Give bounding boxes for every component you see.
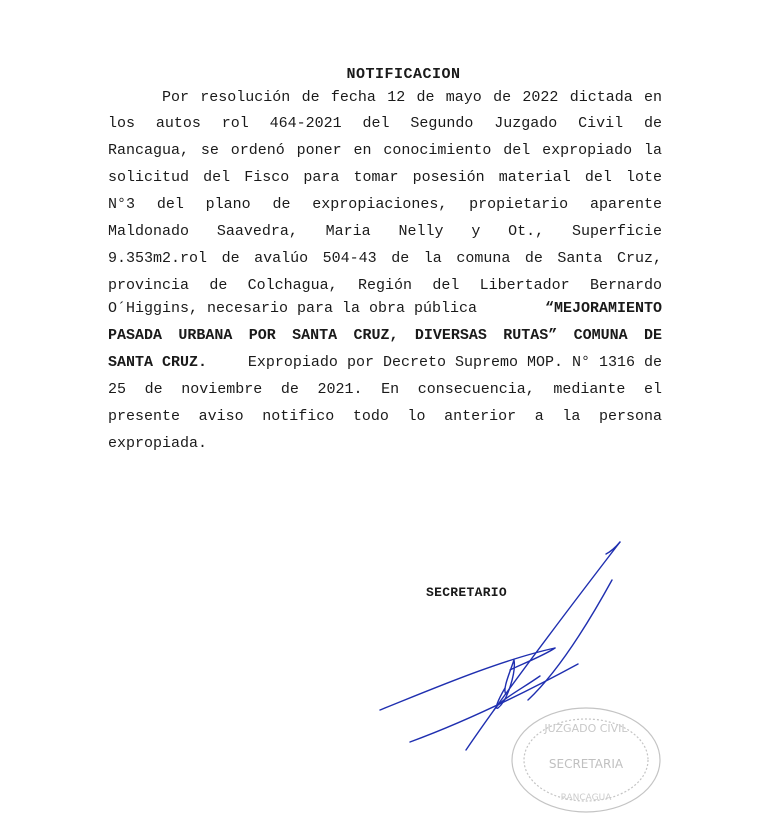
project-name-part-3: SANTA CRUZ. <box>108 354 208 371</box>
document-title: NOTIFICACION <box>346 66 461 83</box>
body-line-7: 9.353m2.rol de avalúo 504-43 de la comuna de Santa Cruz, <box>108 250 662 267</box>
stamp-text-3: RANCAGUA <box>560 793 612 803</box>
stamp-text-1: JUZGADO CIVIL <box>544 722 628 735</box>
body-line-13: 25 de noviembre de 2021. En consecuencia, mediante el <box>108 381 662 398</box>
project-name-part-2: PASADA URBANA POR SANTA CRUZ, DIVERSAS RUTAS” COMUNA DE <box>108 327 662 344</box>
body-line-2: los autos rol 464-2021 del Segundo Juzgado Civil de <box>108 115 662 132</box>
signature-label: SECRETARIO <box>426 585 508 600</box>
body-line-14: presente aviso notifico todo lo anterior a la persona <box>108 408 662 425</box>
body-line-8: provincia de Colchagua, Región del Libertador Bernardo <box>108 277 662 294</box>
body-line-15: expropiada. <box>108 435 208 452</box>
body-line-12-text: Expropiado por Decreto Supremo MOP. N° 1316 de <box>247 354 662 371</box>
body-line-6: Maldonado Saavedra, Maria Nelly y Ot., Superficie <box>108 223 662 240</box>
body-line-1: Por resolución de fecha 12 de mayo de 2022 dictada en <box>162 89 662 106</box>
body-line-9-text: O´Higgins, necesario para la obra pública <box>108 300 478 317</box>
body-line-4: solicitud del Fisco para tomar posesión material del lote <box>108 169 662 186</box>
project-name-part-1: “MEJORAMIENTO <box>544 300 662 317</box>
body-line-3: Rancagua, se ordenó poner en conocimiento del expropiado la <box>108 142 662 159</box>
stamp-text-2: SECRETARIA <box>548 757 624 771</box>
body-line-5: N°3 del plano de expropiaciones, propietario aparente <box>108 196 662 213</box>
